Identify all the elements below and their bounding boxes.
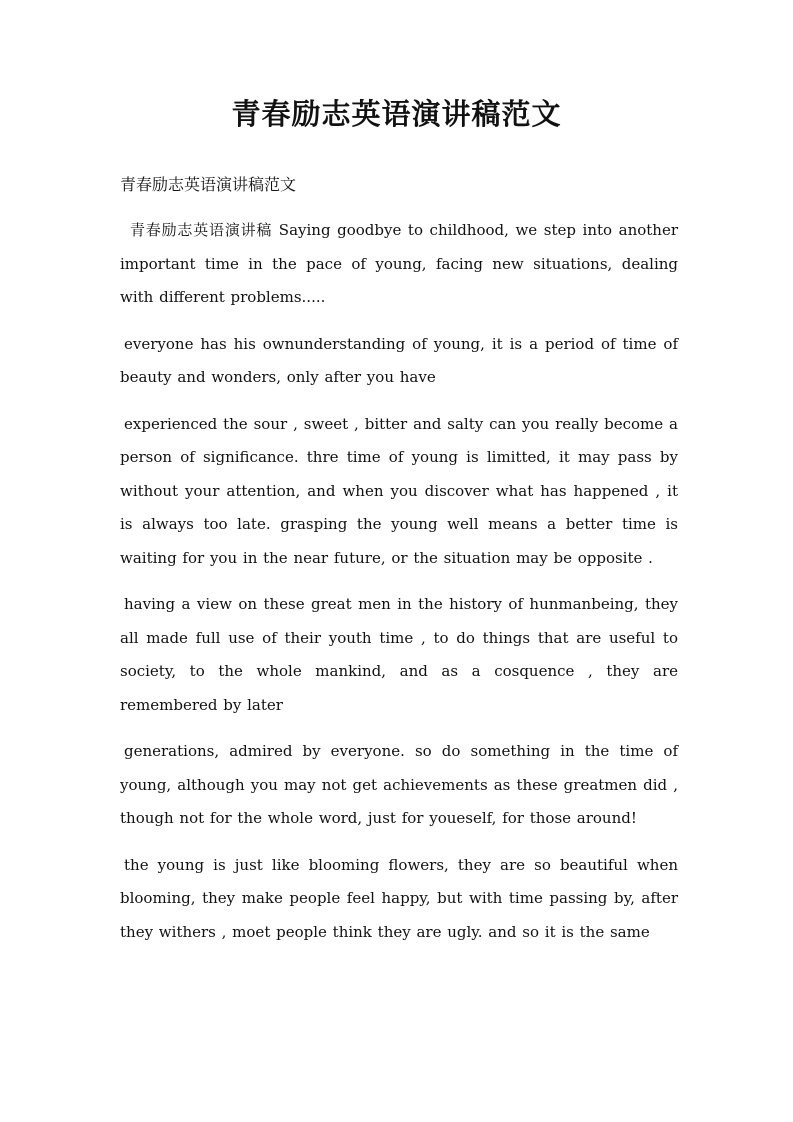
- paragraph-3: experienced the sour , sweet , bitter and salty can you really become a person of significance. thre time of young is limitted, it may pass by without your attention, and when you discover what has happened , it is always too late. grasping the young well means a better time is waiting for you in the near future, or the situation may be opposite .: [120, 414, 678, 567]
- paragraph-1: 青春励志英语演讲稿 Saying goodbye to childhood, we step into another important time in the pace of young, facing new situations, dealing with different problems.....: [120, 221, 678, 306]
- paragraph-5: generations, admired by everyone. so do something in the time of young, although you may not get achievements as these greatmen did , though not for the whole word, just for youeself, for those around!: [120, 742, 678, 827]
- paragraph-2: everyone has his ownunderstanding of young, it is a period of time of beauty and wonders, only after you have: [120, 334, 678, 386]
- paragraph-6: the young is just like blooming flowers, they are so beautiful when blooming, they make people feel happy, but with time passing by, after they withers , moet people think they are ugly. and so it is the same: [120, 855, 678, 941]
- document-subtitle: 青春励志英语演讲稿范文: [120, 175, 297, 194]
- document-body: [120, 214, 678, 962]
- document-title: 青春励志英语演讲稿范文: [231, 97, 562, 131]
- paragraph-4: having a view on these great men in the history of hunmanbeing, they all made full use of their youth time , to do things that are useful to society, to the whole mankind, and as a cosquence , they are remembered by later: [120, 595, 678, 714]
